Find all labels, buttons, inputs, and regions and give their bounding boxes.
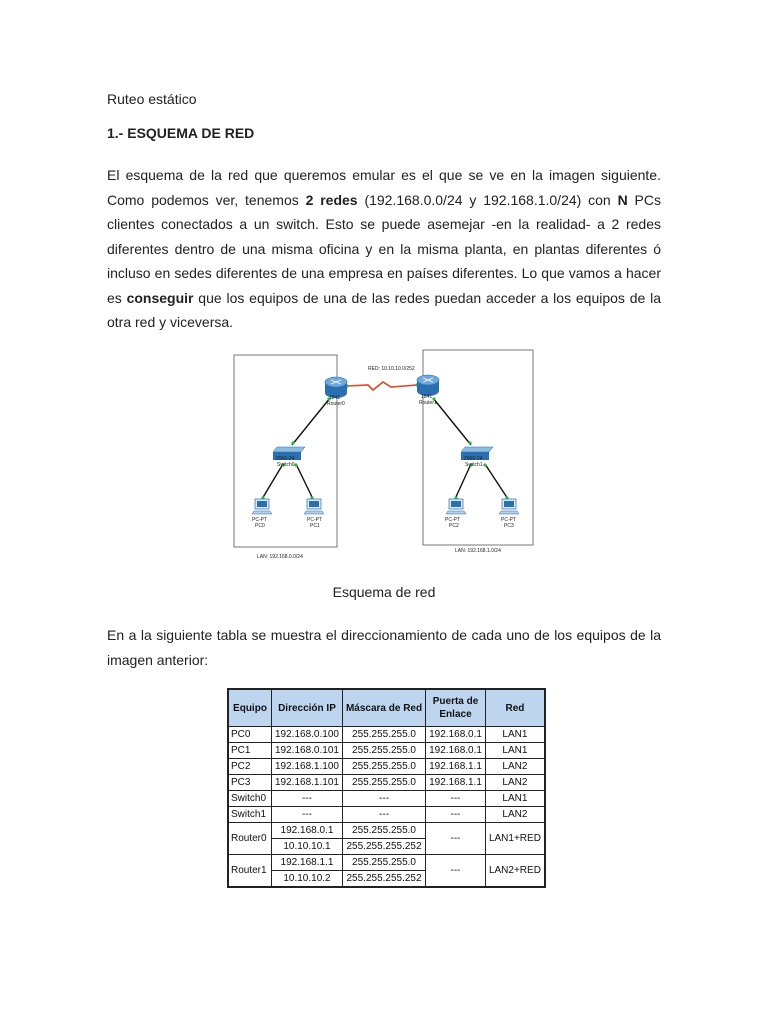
cell-red: LAN2+RED <box>485 855 545 888</box>
cell-ip: --- <box>272 807 343 823</box>
intro-text-3: PCs clientes conectados a un switch. Esto se puede asemejar -en la realidad- a 2 redes diferentes dentro de una misma oficina y en la misma planta, en plantas diferentes ó incluso en sedes diferentes de una empresa en países diferentes. Lo que vamos a hacer es <box>107 191 661 306</box>
intro-paragraph <box>107 163 661 335</box>
addressing-table-wrapper <box>227 688 546 888</box>
cell-red: LAN1 <box>485 743 545 759</box>
pc-icon <box>499 499 519 514</box>
addressing-table <box>227 688 546 888</box>
link-router1-switch1 <box>433 398 471 445</box>
port-dot <box>483 463 486 466</box>
cell-equipo: PC1 <box>228 743 272 759</box>
port-dot <box>294 463 297 466</box>
link-switch0-pc0 <box>262 464 283 499</box>
cell-gateway: --- <box>426 823 486 855</box>
pc1-type: PC-PT <box>307 517 322 523</box>
port-dot <box>468 441 471 444</box>
router0-name: Router0 <box>327 401 345 407</box>
cell-mask: 255.255.255.0 <box>342 775 425 791</box>
cell-equipo: PC2 <box>228 759 272 775</box>
cell-equipo: PC3 <box>228 775 272 791</box>
cell-mask: 255.255.255.0 <box>342 855 425 871</box>
network-diagram <box>233 348 535 566</box>
switch1-model: 2960-24 <box>464 456 483 462</box>
cell-ip: 192.168.1.100 <box>272 759 343 775</box>
cell-mask: 255.255.255.0 <box>342 743 425 759</box>
cell-gateway: --- <box>426 791 486 807</box>
cell-gateway: 192.168.0.1 <box>426 727 486 743</box>
header-ip: Dirección IP <box>272 689 343 727</box>
serial-link <box>347 382 417 390</box>
figure-caption: Esquema de red <box>332 584 436 600</box>
pc0-name: PC0 <box>255 523 265 529</box>
cell-ip: --- <box>272 791 343 807</box>
cell-red: LAN1 <box>485 791 545 807</box>
table-row <box>228 743 545 759</box>
cell-equipo: PC0 <box>228 727 272 743</box>
pc2-type: PC-PT <box>445 517 460 523</box>
table-row <box>228 791 545 807</box>
switch0-name: Switch0 <box>277 462 295 468</box>
cell-mask: 255.255.255.0 <box>342 759 425 775</box>
link-switch1-pc2 <box>455 464 471 499</box>
cell-ip: 192.168.0.1 <box>272 823 343 839</box>
table-row <box>228 727 545 743</box>
cell-equipo: Router1 <box>228 855 272 888</box>
cell-gateway: --- <box>426 855 486 888</box>
cell-mask: --- <box>342 791 425 807</box>
cell-ip: 192.168.0.100 <box>272 727 343 743</box>
cell-red: LAN2 <box>485 807 545 823</box>
cell-gateway: --- <box>426 807 486 823</box>
cell-ip: 192.168.0.101 <box>272 743 343 759</box>
intro-bold-conseguir: conseguir <box>126 289 194 306</box>
cell-mask: 255.255.255.0 <box>342 823 425 839</box>
header-red: Red <box>485 689 545 727</box>
document-subject: Ruteo estático <box>107 91 197 107</box>
cell-ip: 192.168.1.1 <box>272 855 343 871</box>
pc-icon <box>252 499 272 514</box>
header-gateway-line1: Puerta de <box>432 696 479 707</box>
switch1-name: Switch1 <box>465 462 483 468</box>
port-dot <box>291 441 294 444</box>
router1-model: 1841 <box>421 394 433 400</box>
cell-equipo: Router0 <box>228 823 272 855</box>
switch0-model: 2960-24 <box>276 456 295 462</box>
header-gateway <box>426 689 486 727</box>
router-icon <box>417 375 439 396</box>
cell-gateway: 192.168.0.1 <box>426 743 486 759</box>
cell-equipo: Switch1 <box>228 807 272 823</box>
header-mask: Máscara de Red <box>342 689 425 727</box>
lan0-label: LAN: 192.168.0.0/24 <box>257 554 303 560</box>
serial-link-label: RED: 10.10.10.0/252 <box>368 366 415 372</box>
pc0-type: PC-PT <box>252 517 267 523</box>
header-gateway-line2: Enlace <box>439 709 472 720</box>
table-header-row <box>228 689 545 727</box>
intro-text-2: (192.168.0.0/24 y 192.168.1.0/24) con <box>357 191 618 208</box>
table-row <box>228 807 545 823</box>
cell-mask: 255.255.255.0 <box>342 727 425 743</box>
link-router0-switch0 <box>292 398 330 445</box>
lan1-label: LAN: 192.168.1.0/24 <box>455 548 501 554</box>
pc3-name: PC3 <box>504 523 514 529</box>
intro-text-1: El esquema de la red que queremos emular es el que se ve en la imagen siguiente. Como podemos ver, tenemos <box>107 167 661 208</box>
cell-mask: 255.255.255.252 <box>342 871 425 888</box>
cell-ip: 192.168.1.101 <box>272 775 343 791</box>
link-switch1-pc3 <box>485 464 508 499</box>
link-switch0-pc1 <box>296 464 313 499</box>
pc-icon <box>304 499 324 514</box>
pc3-type: PC-PT <box>501 517 516 523</box>
pc2-name: PC2 <box>449 523 459 529</box>
cell-red: LAN1 <box>485 727 545 743</box>
table-row <box>228 855 545 871</box>
intro-bold-redes: 2 redes <box>305 191 358 208</box>
pc-icon <box>446 499 466 514</box>
router0-model: 1841 <box>329 395 341 401</box>
cell-gateway: 192.168.1.1 <box>426 759 486 775</box>
table-row <box>228 823 545 839</box>
cell-ip: 10.10.10.2 <box>272 871 343 888</box>
cell-red: LAN2 <box>485 775 545 791</box>
cell-mask: --- <box>342 807 425 823</box>
table-row <box>228 775 545 791</box>
pc1-name: PC1 <box>310 523 320 529</box>
intro-text-4: que los equipos de una de las redes puedan acceder a los equipos de la otra red y viceversa. <box>107 289 661 330</box>
cell-gateway: 192.168.1.1 <box>426 775 486 791</box>
cell-equipo: Switch0 <box>228 791 272 807</box>
cell-mask: 255.255.255.252 <box>342 839 425 855</box>
section-heading: 1.- ESQUEMA DE RED <box>107 125 255 141</box>
cell-red: LAN2 <box>485 759 545 775</box>
table-row <box>228 759 545 775</box>
cell-red: LAN1+RED <box>485 823 545 855</box>
router1-name: Router1 <box>419 400 437 406</box>
table-intro-paragraph: En a la siguiente tabla se muestra el direccionamiento de cada uno de los equipos de la imagen anterior: <box>107 627 661 668</box>
intro-bold-n: N <box>617 191 628 208</box>
header-equipo: Equipo <box>228 689 272 727</box>
cell-ip: 10.10.10.1 <box>272 839 343 855</box>
